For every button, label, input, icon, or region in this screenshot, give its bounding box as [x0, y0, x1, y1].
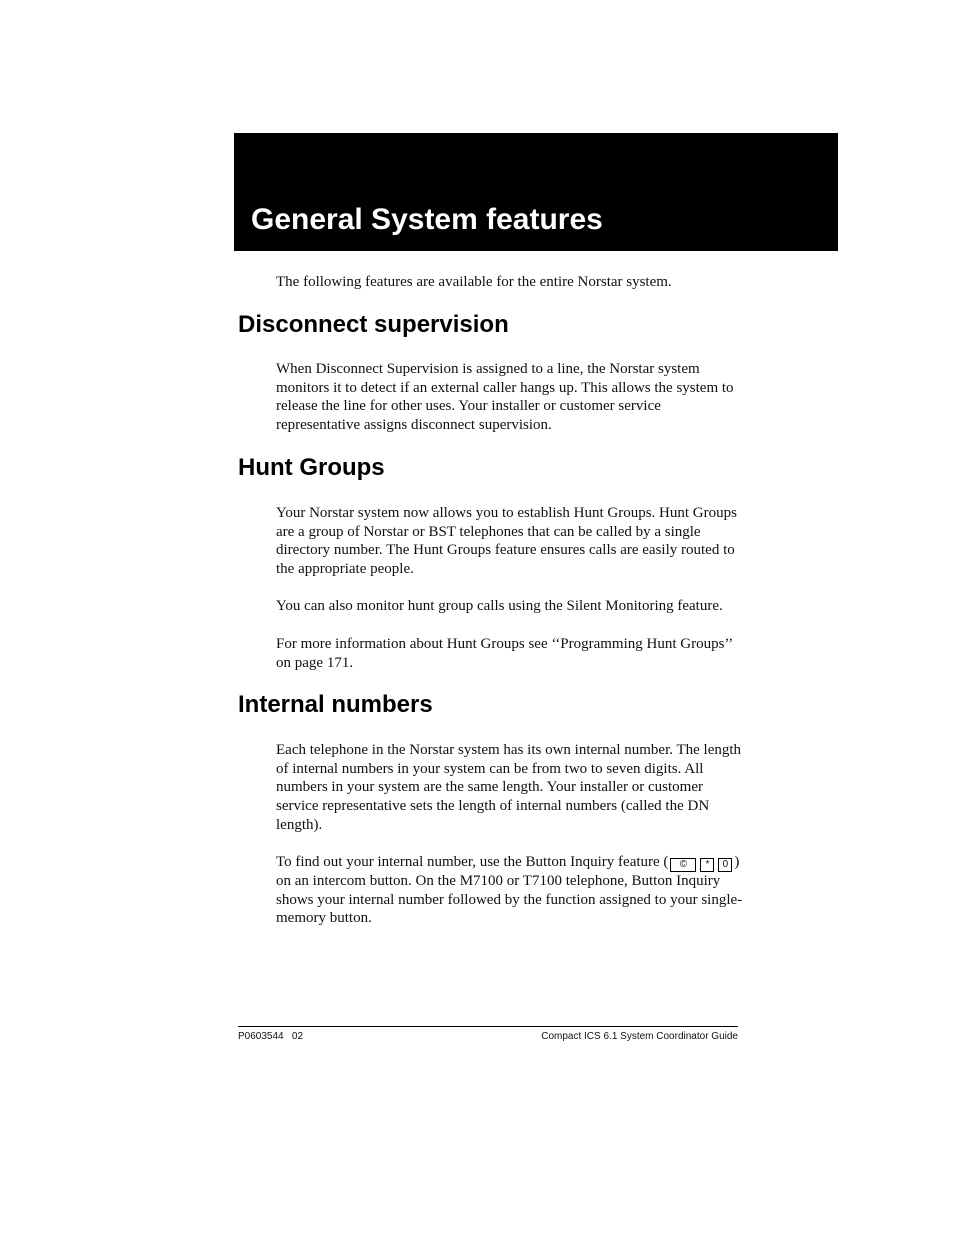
internal-numbers-paragraph-1: Each telephone in the Norstar system has its own internal number. The length of internal numbers in your system can be from two to seven digits. All numbers in your system are the same length. Your installer or customer service representative sets the length of internal numbers (called the DN length). — [276, 742, 742, 833]
hunt-groups-paragraph-1: Your Norstar system now allows you to establish Hunt Groups. Hunt Groups are a group of Norstar or BST telephones that can be called by a single directory number. The Hunt Groups feature ensures calls are easily routed to the appropriate people. — [276, 505, 737, 578]
heading-hunt-groups: Hunt Groups — [238, 454, 385, 481]
disconnect-supervision-paragraph: When Disconnect Supervision is assigned to a line, the Norstar system monitors it to detect if an external caller hangs up. This allows the system to release the line for other uses. Your installer or customer service representative assigns disconnect supervision. — [276, 361, 734, 434]
heading-internal-numbers: Internal numbers — [238, 691, 433, 718]
internal-numbers-paragraph-2 — [276, 853, 746, 928]
footer-document-number: P0603544 02 — [238, 1031, 304, 1042]
intro-paragraph: The following features are available for the entire Norstar system. — [276, 274, 672, 290]
button-inquiry-text-before: To find out your internal number, use the Button Inquiry feature ( — [276, 854, 669, 870]
footer-guide-title: Compact ICS 6.1 System Coordinator Guide — [541, 1031, 738, 1042]
hunt-groups-paragraph-2: You can also monitor hunt group calls using the Silent Monitoring feature. — [276, 598, 723, 614]
hunt-groups-paragraph-3: For more information about Hunt Groups see ‘‘Programming Hunt Groups’’ on page 171. — [276, 636, 733, 671]
zero-key-icon: 0 — [718, 858, 732, 872]
button-inquiry-text-after: ) on an intercom button. On the M7100 or T7100 telephone, Button Inquiry shows your internal number followed by the function assigned to your single-memory button. — [276, 854, 743, 927]
feature-key-icon: © — [670, 858, 696, 872]
chapter-banner — [234, 133, 838, 251]
footer-rule — [238, 1026, 738, 1027]
star-key-icon: * — [700, 858, 714, 872]
chapter-title: General System features — [251, 203, 603, 236]
heading-disconnect-supervision: Disconnect supervision — [238, 311, 509, 338]
